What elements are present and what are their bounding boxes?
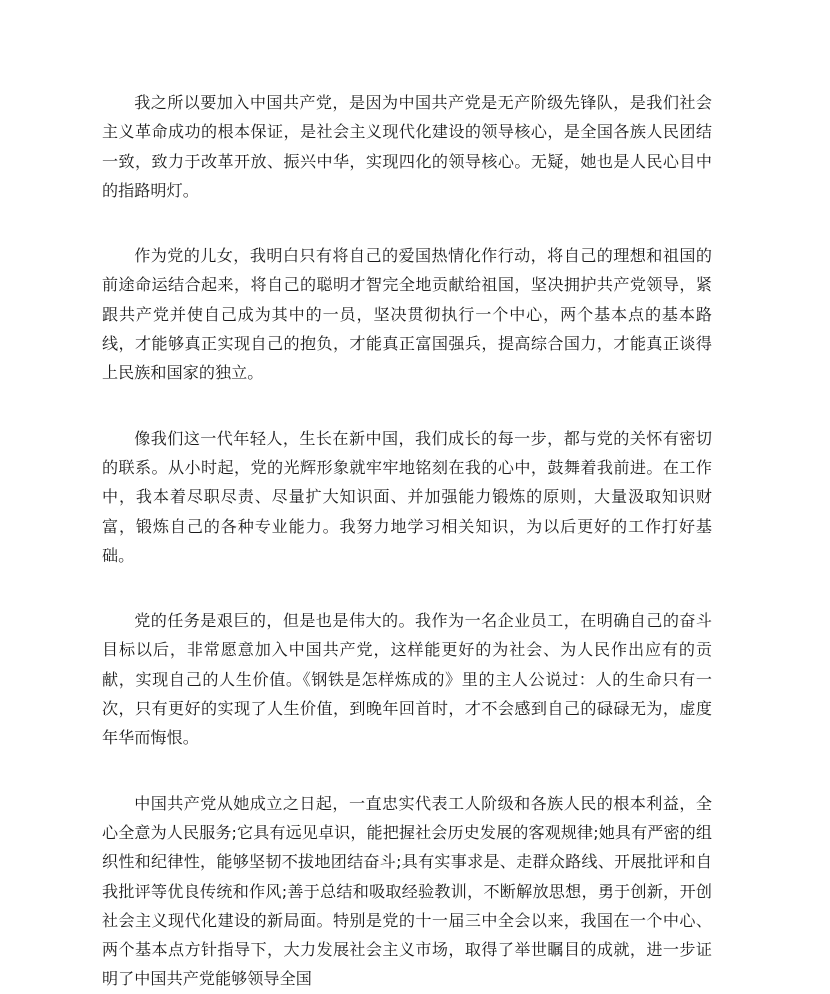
paragraph-3: 像我们这一代年轻人，生长在新中国，我们成长的每一步，都与党的关怀有密切的联系。从小时起，党的光辉形象就牢牢地铭刻在我的心中，鼓舞着我前进。在工作中，我本着尽职尽责、尽量扩大知识面、并加强能力锻炼的原则，大量汲取知识财富，锻炼自己的各种专业能力。我努力地学习相关知识，为以后更好的工作打好基础。 xyxy=(102,428,712,565)
paragraph-1: 我之所以要加入中国共产党，是因为中国共产党是无产阶级先锋队，是我们社会主义革命成功的根本保证，是社会主义现代化建设的领导核心，是全国各族人民团结一致，致力于改革开放、振兴中华，实现四化的领导核心。无疑，她也是人民心目中的指路明灯。 xyxy=(102,93,712,200)
paragraph-4: 党的任务是艰巨的，但是也是伟大的。我作为一名企业员工，在明确自己的奋斗目标以后，非常愿意加入中国共产党，这样能更好的为社会、为人民作出应有的贡献，实现自己的人生价值。《钢铁是怎样炼成的》里的主人公说过：人的生命只有一次，只有更好的实现了人生价值，到晚年回首时，才不会感到自己的碌碌无为，虚度年华而悔恨。 xyxy=(102,611,712,748)
paragraph-5: 中国共产党从她成立之日起，一直忠实代表工人阶级和各族人民的根本利益，全心全意为人民服务;它具有远见卓识，能把握社会历史发展的客观规律;她具有严密的组织性和纪律性，能够坚韧不拔地团结奋斗;具有实事求是、走群众路线、开展批评和自我批评等优良传统和作风;善于总结和吸取经验教训，不断解放思想，勇于创新，开创社会主义现代化建设的新局面。特别是党的十一届三中全会以来，我国在一个中心、两个基本点方针指导下，大力发展社会主义市场，取得了举世瞩目的成就，进一步证明了中国共产党能够领导全国 xyxy=(102,793,712,989)
paragraph-2: 作为党的儿女，我明白只有将自己的爱国热情化作行动，将自己的理想和祖国的前途命运结合起来，将自己的聪明才智完全地贡献给祖国，坚决拥护共产党领导，紧跟共产党并使自己成为其中的一员，坚决贯彻执行一个中心，两个基本点的基本路线，才能够真正实现自己的抱负，才能真正富国强兵，提高综合国力，才能真正谈得上民族和国家的独立。 xyxy=(102,246,712,383)
document-body xyxy=(102,88,712,994)
